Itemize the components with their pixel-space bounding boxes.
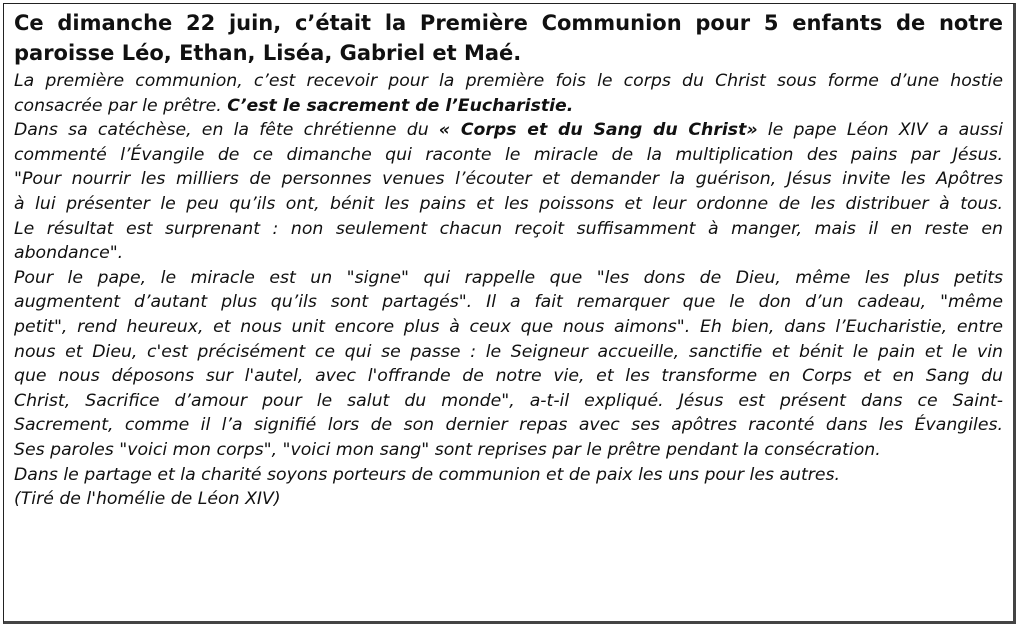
corpus-christi-emphasis: « Corps et du Sang du Christ»: [438, 120, 758, 141]
p1-line-1: La première communion, c’est recevoir pour la première fois le corps du Christ sous forme d’une hostie: [14, 71, 1003, 91]
p2-line-2: commenté l’Évangile de ce dimanche qui raconte le miracle de la multiplication des pains par Jésus.: [14, 144, 1003, 165]
p4-line-6: Christ, Sacrifice d’amour pour le salut du monde", a-t-il expliqué. Jésus est présent dans ce Saint-: [14, 390, 1003, 411]
headline-line-1: Ce dimanche 22 juin, c’était la Première Communion pour 5 enfants de notre: [14, 11, 1003, 35]
p4-line-7: Sacrement, comme il l’a signifié lors de son dernier repas avec ses apôtres raconté dans les Évangiles.: [14, 415, 1003, 436]
p2-line-1: [14, 118, 1003, 143]
p3-line-4: abondance".: [14, 243, 124, 264]
p3-line-2: à lui présenter le peu qu’ils ont, bénit les pains et les poissons et leur ordonne de les distribuer à tous.: [14, 193, 1003, 214]
p4-line-3: petit", rend heureux, et nous unit encore plus à ceux que nous aimons". Eh bien, dans l’Eucharistie, entre: [14, 316, 1003, 337]
p2-line-1-c: le pape Léon XIV a aussi: [757, 120, 1003, 141]
p1-line-2-text: consacrée par le prêtre.: [14, 95, 228, 116]
p4-line-5: que nous déposons sur l'autel, avec l'offrande de notre vie, et les transforme en Corps et en Sang du: [14, 366, 1003, 387]
p5-line-1: Ses paroles "voici mon corps", "voici mon sang" sont reprises par le prêtre pendant la consécration.: [14, 439, 881, 460]
p3-line-1: "Pour nourrir les milliers de personnes venues l’écouter et demander la guérison, Jésus invite les Apôtres: [14, 169, 1003, 190]
p1-line-2: [14, 94, 1003, 119]
p4-line-2: augmentent d’autant plus qu’ils sont partagés". Il a fait remarquer que le don d’un cadeau, "même: [14, 292, 1003, 313]
source-attribution: (Tiré de l'homélie de Léon XIV): [14, 489, 281, 510]
article-body: [14, 69, 1003, 512]
p4-line-1: Pour le pape, le miracle est un "signe" qui rappelle que "les dons de Dieu, même les plus petits: [14, 267, 1003, 288]
eucharist-emphasis: C’est le sacrement de l’Eucharistie.: [227, 95, 574, 116]
p2-line-1-a: Dans sa catéchèse, en la fête chrétienne du: [14, 120, 439, 141]
p4-line-4: nous et Dieu, c'est précisément ce qui se passe : le Seigneur accueille, sanctifie et bénit le pain et le vin: [14, 341, 1003, 362]
p3-line-3: Le résultat est surprenant : non seulement chacun reçoit suffisamment à manger, mais il en reste en: [14, 218, 1003, 239]
headline-line-2: paroisse Léo, Ethan, Liséa, Gabriel et Maé.: [14, 41, 522, 65]
p6-line-1: Dans le partage et la charité soyons porteurs de communion et de paix les uns pour les autres.: [14, 464, 841, 485]
article-frame: [3, 3, 1016, 624]
headline: [14, 8, 1003, 68]
